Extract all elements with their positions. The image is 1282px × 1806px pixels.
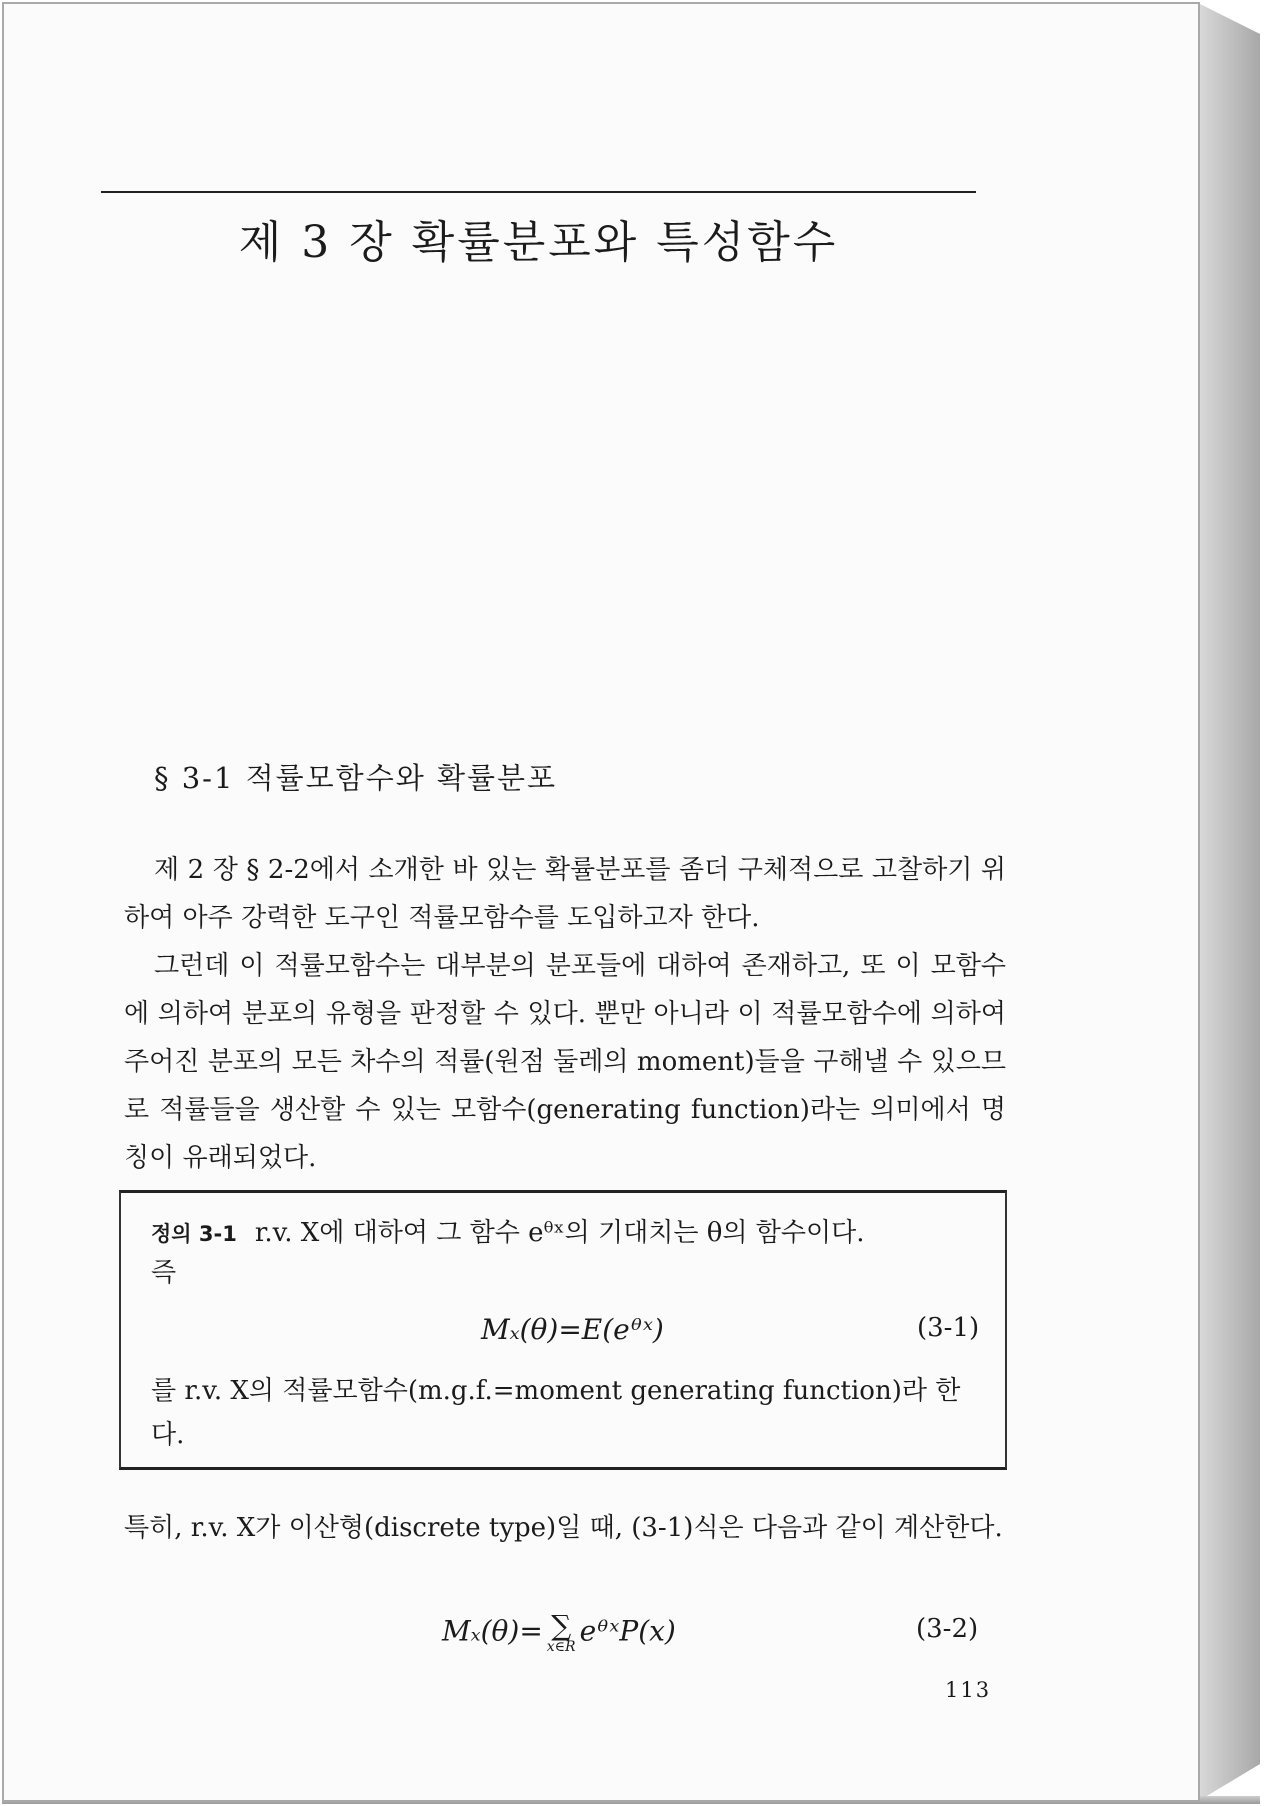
equation-3-2-number: (3-2) xyxy=(916,1614,979,1644)
page xyxy=(2,2,1200,1802)
definition-equation-number: (3-1) xyxy=(917,1313,980,1343)
page-stack-edge xyxy=(1200,4,1260,1800)
definition-box xyxy=(119,1190,1007,1470)
definition-line-1 xyxy=(151,1213,971,1254)
chapter-rule xyxy=(101,191,976,193)
paragraph-2 xyxy=(124,942,1006,1182)
summation xyxy=(546,1609,576,1655)
paragraph-2-text: 그런데 이 적률모함수는 대부분의 분포들에 대하여 존재하고, 또 이 모함수에 의하여 분포의 유형을 판정할 수 있다. 뿐만 아니라 이 적률모함수에 의하여 주어진 분포의 모든 차수의 적률(원점 둘레의 moment)들을 구해낼 수 있으므로 적률들을 생산할 수 있는 모함수(generating function)라는 의미에서 명칭이 유래되었다. xyxy=(124,951,1006,1173)
definition-line-4: 를 r.v. X의 적률모함수(m.g.f.=moment generating function)라 한 xyxy=(151,1376,961,1406)
equation-3-2-rhs: eᶿˣP(x) xyxy=(579,1614,676,1648)
definition-line-2: 즉 xyxy=(151,1258,177,1288)
paragraph-3: 특히, r.v. X가 이산형(discrete type)일 때, (3-1)식은 다음과 같이 계산한다. xyxy=(124,1513,1003,1543)
page-number: 113 xyxy=(945,1678,992,1702)
summation-subscript: x∈R xyxy=(546,1639,576,1655)
definition-label: 정의 3-1 xyxy=(151,1222,237,1246)
definition-equation: Mₓ(θ)=E(eᶿˣ) xyxy=(481,1313,664,1346)
summation-symbol: ∑ xyxy=(551,1609,572,1642)
equation-3-2-lhs: Mₓ(θ)= xyxy=(442,1614,543,1648)
equation-3-2 xyxy=(442,1609,676,1655)
paragraph-1 xyxy=(124,846,1006,942)
chapter-title: 제 3 장 확률분포와 특성함수 xyxy=(238,217,839,268)
definition-line-5: 다. xyxy=(151,1420,185,1450)
section-title: § 3-1 적률모함수와 확률분포 xyxy=(154,761,557,795)
paragraph-1-text: 제 2 장 § 2-2에서 소개한 바 있는 확률분포를 좀더 구체적으로 고찰하기 위하여 아주 강력한 도구인 적률모함수를 도입하고자 한다. xyxy=(124,855,1006,933)
definition-line-1-text: r.v. X에 대하여 그 함수 eᶿˣ의 기대치는 θ의 함수이다. xyxy=(254,1218,865,1248)
